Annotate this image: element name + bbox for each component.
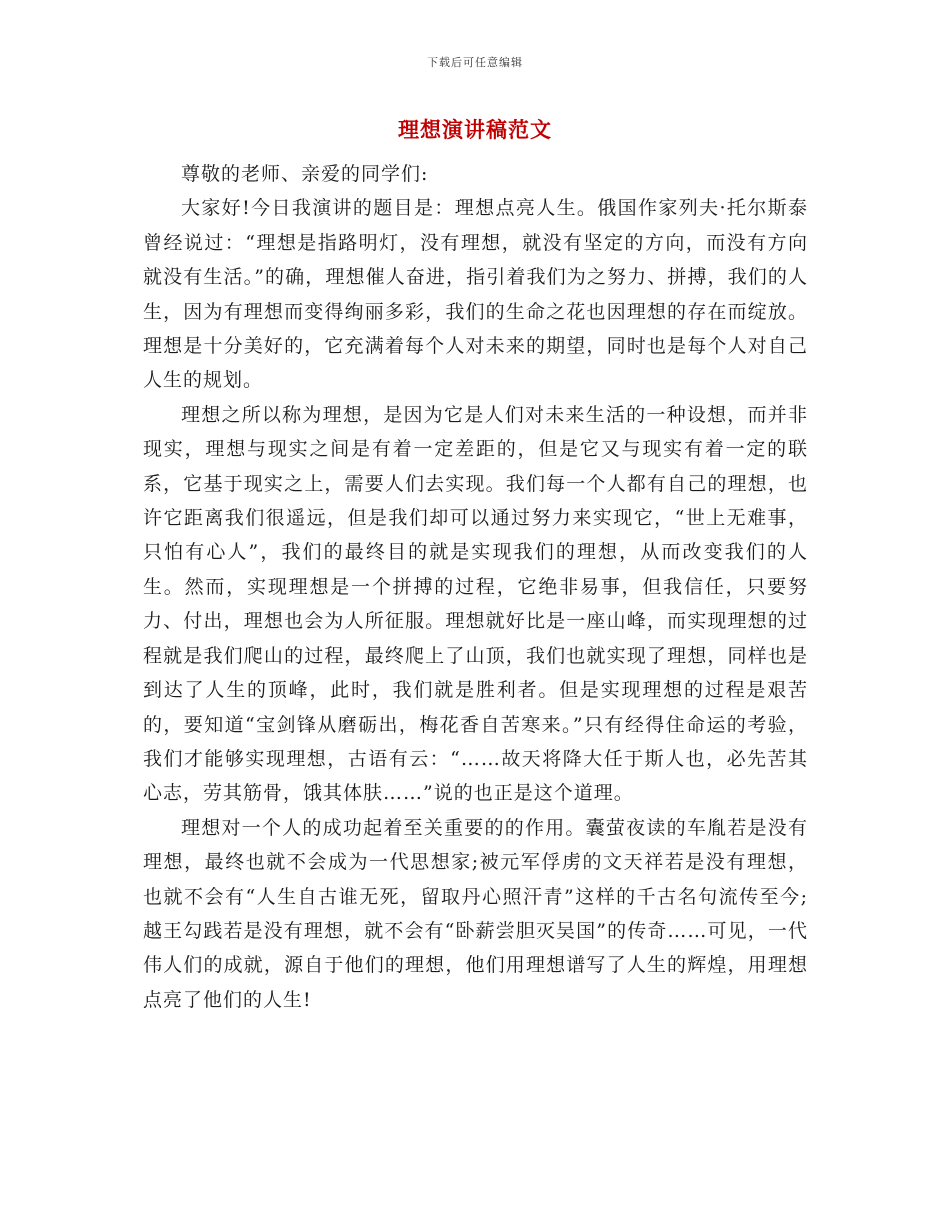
body-paragraph-1: 大家好!今日我演讲的题目是：理想点亮人生。俄国作家列夫·托尔斯泰曾经说过：“理想是指路明灯，没有理想，就没有坚定的方向，而没有方向就没有生活。”的确，理想催人奋进，指引着我们为之努力、拼搏，我们的人生，因为有理想而变得绚丽多彩，我们的生命之花也因理想的存在而绽放。理想是十分美好的，它充满着每个人对未来的期望，同时也是每个人对自己人生的规划。 <box>143 197 808 392</box>
body-paragraph-3: 理想对一个人的成功起着至关重要的的作用。囊萤夜读的车胤若是没有理想，最终也就不会成为一代思想家;被元军俘虏的文天祥若是没有理想，也就不会有“人生自古谁无死，留取丹心照汗青”这样的千古名句流传至今;越王勾践若是没有理想，就不会有“卧薪尝胆灭吴国”的传奇……可见，一代伟人们的成就，源自于他们的理想，他们用理想谱写了人生的辉煌，用理想点亮了他们的人生! <box>143 816 808 1011</box>
header-note: 下载后可任意编辑 <box>427 56 523 69</box>
document-title: 理想演讲稿范文 <box>398 117 552 142</box>
document-body <box>143 157 808 1017</box>
salutation-paragraph: 尊敬的老师、亲爱的同学们: <box>181 163 429 185</box>
body-paragraph-2: 理想之所以称为理想，是因为它是人们对未来生活的一种设想，而并非现实，理想与现实之间是有着一定差距的，但是它又与现实有着一定的联系，它基于现实之上，需要人们去实现。我们每一个人都有自己的理想，也许它距离我们很遥远，但是我们却可以通过努力来实现它，“世上无难事，只怕有心人”，我们的最终目的就是实现我们的理想，从而改变我们的人生。然而，实现理想是一个拼搏的过程，它绝非易事，但我信任，只要努力、付出，理想也会为人所征服。理想就好比是一座山峰，而实现理想的过程就是我们爬山的过程，最终爬上了山顶，我们也就实现了理想，同样也是到达了人生的顶峰，此时，我们就是胜利者。但是实现理想的过程是艰苦的，要知道“宝剑锋从磨砺出，梅花香自苦寒来。”只有经得住命运的考验，我们才能够实现理想，古语有云：“……故天将降大任于斯人也，必先苦其心志，劳其筋骨，饿其体肤……”说的也正是这个道理。 <box>143 403 808 805</box>
